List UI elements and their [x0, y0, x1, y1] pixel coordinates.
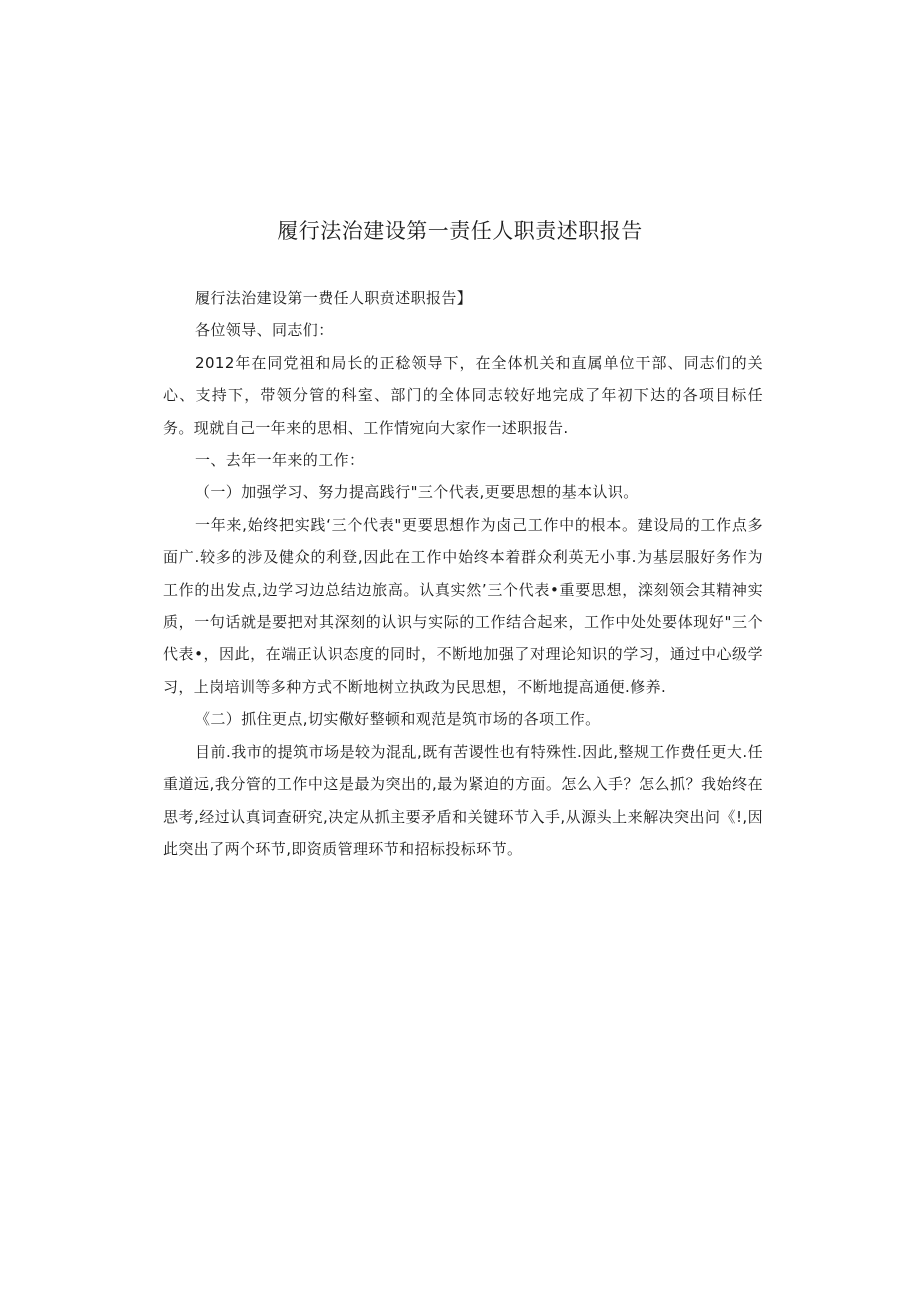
- paragraph-intro: 2012年在同党祖和局长的正稔领导下，在全体机关和直属单位干部、同志们的关心、支持下，带领分管的科室、部门的全体同志较好地完成了年初下达的各项目标任务。现就自己一年来的思相、工作情宛向大家作一述职报告.: [163, 353, 763, 437]
- section-heading-1: 一、去年一年来的工作：: [195, 451, 365, 470]
- subsection-heading-1: （一）加强学习、努力提高践行"三个代表,更要思想的基本认识。: [195, 483, 639, 502]
- paragraph-subtitle: 履行法治建设第一费任人职贲述职报告】: [195, 289, 473, 307]
- document-title: 履行法治建设第一责任人职责述职报告: [277, 219, 643, 243]
- paragraph-salutation: 各位领导、同志们：: [195, 321, 334, 340]
- subsection-heading-2: 《二）抓住更点,切实儆好整顿和观范是筑市场的各项工作。: [195, 710, 601, 729]
- paragraph-study: 一年来,始终把实践‘三个代表"更要思想作为卤己工作中的根本。建设局的工作点多面广.较多的涉及健众的利登,因此在工作中始终本着群众利英无小事.为基层服好务作为工作的出发点,边学习边总结边旅高。认真实然’三个代表•重要思想，滦刻领会其精神实质，一句话就是要把对其深刻的认识与实际的工作结合起来，工作中处处要体现好"三个代表•，因此，在端正认识态度的同时，不断地加强了对理论知识的学习，通过中心级学习，上岗培训等多种方式不断地树立执政为民思想，不断地提高通便.修养.: [163, 515, 763, 696]
- paragraph-market: 目前.我市的提筑市场是较为混乱,既有苦谡性也有特殊性.因此,整规工作费任更大.任重道远,我分管的工作中这是最为突出的,最为紧迫的方面。怎么入手？怎么抓？我始终在思考,经过认真词查研究,决定从抓主要矛盾和关键环节入手,从源头上来解决突出问《!,因此突出了两个环节,即资质管理环节和招标投标环节。: [163, 742, 763, 858]
- document-body: [163, 282, 763, 865]
